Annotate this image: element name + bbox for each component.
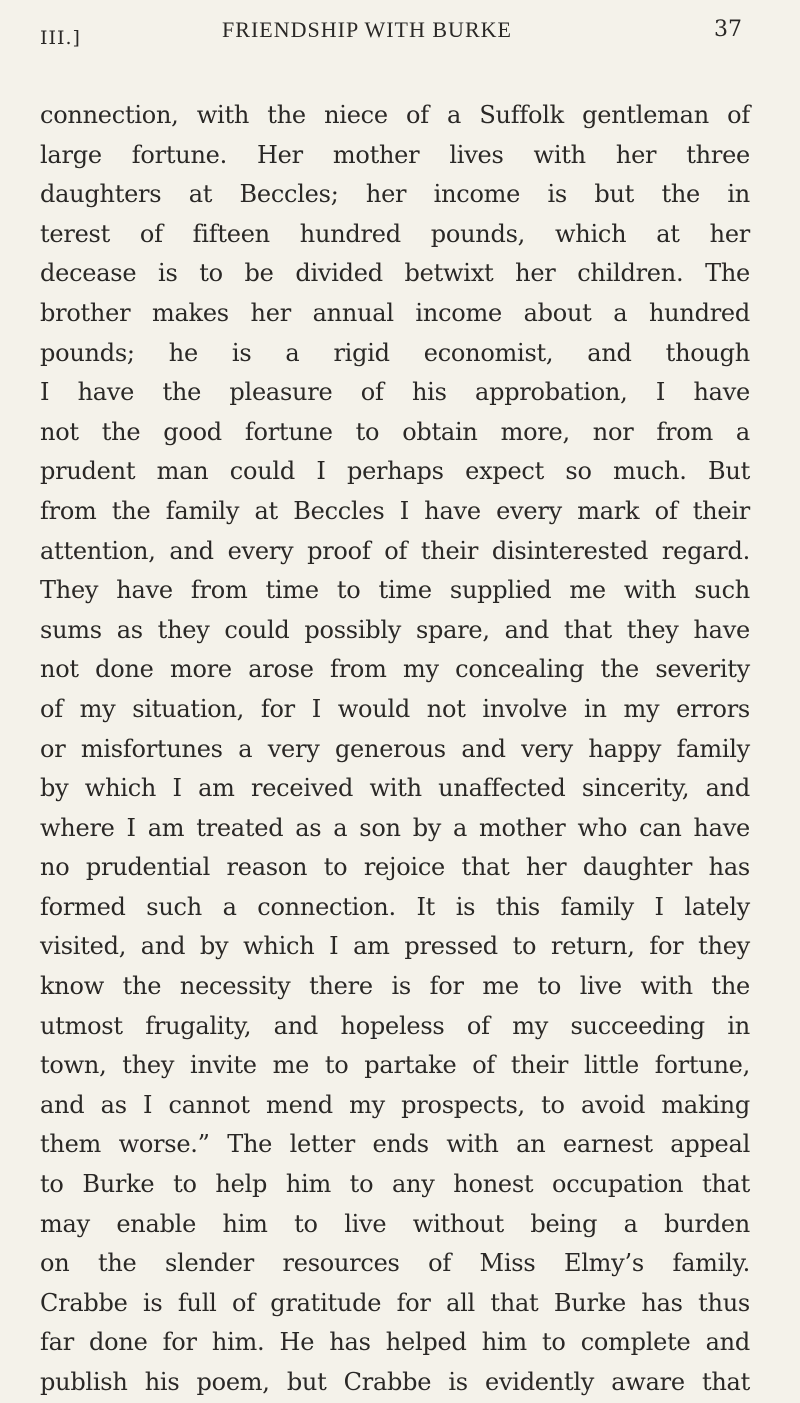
chapter-marker: III.] [40,27,81,49]
text-line: attention, and every proof of their disinterested regard. [40,536,750,565]
text-line: know the necessity there is for me to live with the [40,972,750,1001]
text-line: on the slender resources of Miss Elmy’s family. [40,1249,750,1278]
text-line: far done for him. He has helped him to complete and [40,1328,750,1357]
text-line: prudent man could I perhaps expect so much. But [40,457,750,486]
text-line: from the family at Beccles I have every mark of their [40,496,750,525]
text-line: decease is to be divided betwixt her children. The [40,259,750,288]
text-line: I have the pleasure of his approbation, I have [40,378,750,407]
text-line: Crabbe is full of gratitude for all that Burke has thus [40,1288,750,1317]
text-line: to Burke to help him to any honest occupation that [40,1170,750,1199]
text-line: where I am treated as a son by a mother who can have [40,813,750,842]
text-line: them worse.” The letter ends with an earnest appeal [40,1130,750,1159]
body-text [40,96,750,1403]
text-line: not the good fortune to obtain more, nor from a [40,417,750,446]
page-number: 37 [714,17,742,42]
running-title: FRIENDSHIP WITH BURKE [222,17,512,42]
text-line: daughters at Beccles; her income is but the in [40,180,750,209]
text-line: They have from time to time supplied me with such [40,576,750,605]
text-line: large fortune. Her mother lives with her three [40,140,750,169]
text-line: sums as they could possibly spare, and that they have [40,615,750,644]
text-line: of my situation, for I would not involve in my errors [40,694,750,723]
text-line: no prudential reason to rejoice that her daughter has [40,853,750,882]
text-line: brother makes her annual income about a hundred [40,298,750,327]
text-line: utmost frugality, and hopeless of my succeeding in [40,1011,750,1040]
text-line: visited, and by which I am pressed to return, for they [40,932,750,961]
text-line: connection, with the niece of a Suffolk gentleman of [40,101,750,129]
text-line: town, they invite me to partake of their little fortune, [40,1051,750,1080]
text-line: pounds; he is a rigid economist, and though [40,338,750,367]
text-line: and as I cannot mend my prospects, to avoid making [40,1090,750,1119]
text-line: formed such a connection. It is this family I lately [40,892,750,921]
text-line: publish his poem, but Crabbe is evidently aware that [40,1368,750,1396]
text-line: by which I am received with unaffected sincerity, and [40,774,750,803]
text-line: may enable him to live without being a burden [40,1209,750,1238]
text-line: not done more arose from my concealing the severity [40,655,750,684]
text-line: terest of fifteen hundred pounds, which at her [40,219,750,248]
text-line: or misfortunes a very generous and very happy family [40,734,750,763]
running-head [0,0,800,60]
